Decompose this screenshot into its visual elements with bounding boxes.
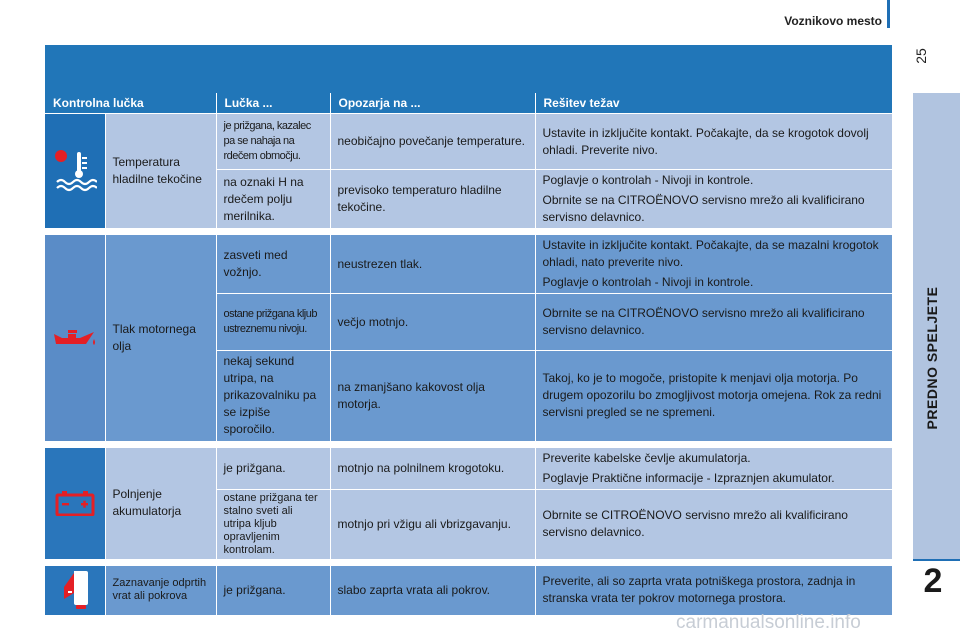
oil-icon-cell bbox=[45, 235, 105, 441]
solution-text: Ustavite in izključite kontakt. Počakajte, da se krogotok dovolj ohladi. Preverite nivo. bbox=[542, 125, 869, 157]
solution-text: Poglavje o kontrolah - Nivoji in kontrole. bbox=[542, 275, 754, 289]
page-header-title: Voznikovo mesto bbox=[784, 14, 882, 28]
table-row bbox=[45, 565, 892, 615]
state-cell: je prižgana, kazalec pa se nahaja na rdečem območju. bbox=[216, 114, 330, 170]
solution-text: Preverite, ali so zaprta vrata potniškega prostora, zadnja in stranska vrata ter pokrov motornega prostora. bbox=[542, 574, 856, 606]
warning-cell: neustrezen tlak. bbox=[330, 235, 535, 294]
solution-cell bbox=[535, 235, 892, 294]
solution-cell bbox=[535, 489, 892, 559]
lamp-name-oil: Tlak motornega olja bbox=[105, 235, 216, 441]
solution-cell bbox=[535, 114, 892, 170]
warning-cell: previsoko temperaturo hladilne tekočine. bbox=[330, 170, 535, 229]
watermark: carmanualsonline.info bbox=[676, 612, 861, 633]
column-header-state: Lučka ... bbox=[216, 93, 330, 114]
solution-cell bbox=[535, 351, 892, 441]
chapter-side-label bbox=[912, 180, 952, 550]
chapter-number: 2 bbox=[923, 562, 943, 600]
page-number-text: 25 bbox=[913, 48, 929, 64]
state-cell: je prižgana. bbox=[216, 565, 330, 615]
solution-text: Obrnite se na CITROËNOVO servisno mrežo ali kvalificirano servisno delavnico. bbox=[542, 193, 865, 224]
battery-icon bbox=[55, 490, 95, 516]
state-cell: na oznaki H na rdečem polju merilnika. bbox=[216, 170, 330, 229]
warning-cell: na zmanjšano kakovost olja motorja. bbox=[330, 351, 535, 441]
solution-text: Takoj, ko je to mogoče, pristopite k menjavi olja motorja. Po drugem opozorilu bo zmogljivost motorja omejena. Rok za redni servisni pregled se ne spremeni. bbox=[542, 371, 882, 420]
column-header-solution: Rešitev težav bbox=[535, 93, 892, 114]
state-cell: ostane prižgana kljub ustreznemu nivoju. bbox=[216, 294, 330, 351]
warning-cell: večjo motnjo. bbox=[330, 294, 535, 351]
lamp-name-coolant: Temperatura hladilne tekočine bbox=[105, 114, 216, 229]
state-cell: zasveti med vožnjo. bbox=[216, 235, 330, 294]
table-row bbox=[45, 447, 892, 489]
warning-cell: motnjo pri vžigu ali vbrizgavanju. bbox=[330, 489, 535, 559]
table-top-banner bbox=[45, 45, 892, 93]
battery-icon-cell bbox=[45, 447, 105, 559]
coolant-temperature-icon bbox=[53, 149, 97, 193]
table-row bbox=[45, 114, 892, 170]
solution-text: Ustavite in izključite kontakt. Počakajte, da se mazalni krogotok ohladi, nato preverite nivo. bbox=[542, 238, 879, 269]
solution-text: Obrnite se na CITROËNOVO servisno mrežo ali kvalificirano servisno delavnico. bbox=[542, 306, 865, 337]
solution-cell bbox=[535, 447, 892, 489]
solution-text: Preverite kabelske čevlje akumulatorja. bbox=[542, 450, 751, 465]
warning-cell: slabo zaprta vrata ali pokrov. bbox=[330, 565, 535, 615]
warning-cell: neobičajno povečanje temperature. bbox=[330, 114, 535, 170]
state-cell: ostane prižgana ter stalno sveti ali utripa kljub opravljenim kontrolam. bbox=[216, 489, 330, 559]
table-header-row bbox=[45, 93, 892, 114]
state-cell: je prižgana. bbox=[216, 447, 330, 489]
lamp-name-door: Zaznavanje odprtih vrat ali pokrova bbox=[105, 565, 216, 615]
oil-pressure-icon bbox=[52, 325, 98, 351]
door-icon-cell bbox=[45, 565, 105, 615]
chapter-label-text: PREDNO SPELJETE bbox=[924, 286, 940, 430]
table-row bbox=[45, 235, 892, 294]
chapter-side-rule bbox=[913, 559, 960, 561]
warning-cell: motnjo na polnilnem krogotoku. bbox=[330, 447, 535, 489]
state-cell: nekaj sekund utripa, na prikazovalniku pa se izpiše sporočilo. bbox=[216, 351, 330, 441]
lamp-name-battery: Polnjenje akumulatorja bbox=[105, 447, 216, 559]
coolant-icon-cell bbox=[45, 114, 105, 229]
column-header-warning: Opozarja na ... bbox=[330, 93, 535, 114]
header-rule bbox=[887, 0, 890, 28]
page-number bbox=[906, 38, 936, 68]
warning-lamp-table bbox=[45, 93, 893, 615]
door-open-icon bbox=[60, 569, 90, 611]
solution-cell bbox=[535, 294, 892, 351]
solution-text: Poglavje o kontrolah - Nivoji in kontrole. bbox=[542, 173, 754, 187]
solution-cell bbox=[535, 565, 892, 615]
solution-text: Poglavje Praktične informacije - Izpraznjen akumulator. bbox=[542, 470, 835, 485]
solution-text: Obrnite se CITROËNOVO servisno mrežo ali kvalificirano servisno delavnico. bbox=[542, 508, 848, 539]
solution-cell bbox=[535, 170, 892, 229]
column-header-lamp: Kontrolna lučka bbox=[45, 93, 216, 114]
